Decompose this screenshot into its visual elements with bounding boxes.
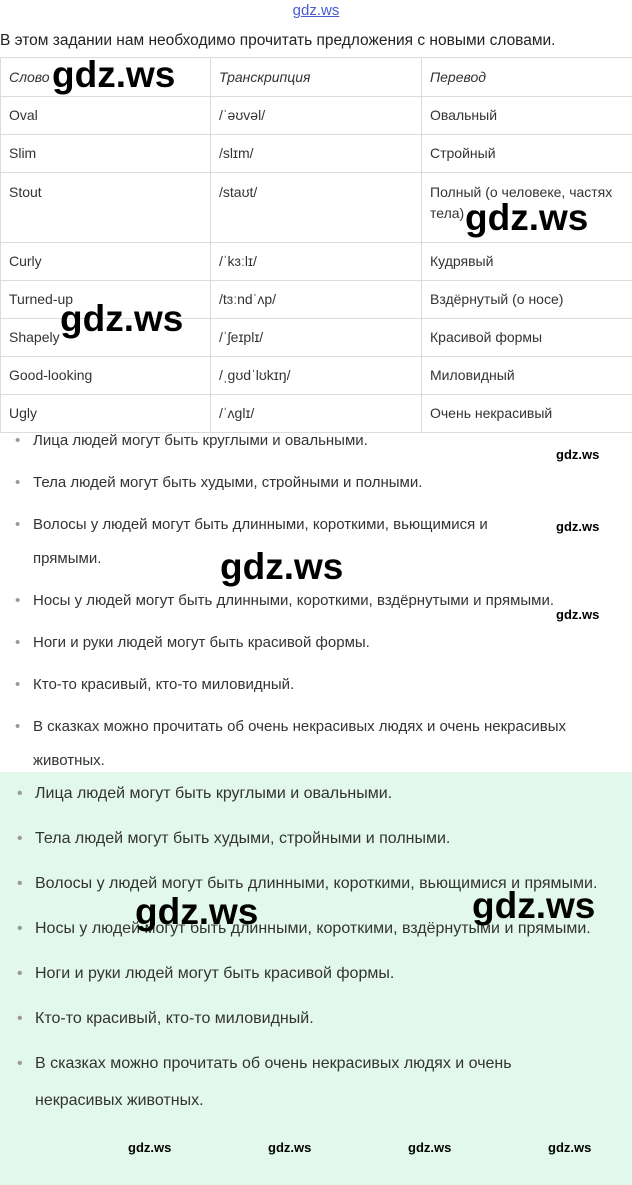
- translation-cell: Красивой формы: [422, 319, 632, 357]
- translation-cell: Полный (о человеке, частях тела): [422, 173, 632, 243]
- bullet-icon: •: [17, 1010, 23, 1027]
- bullet-icon: •: [15, 592, 21, 609]
- word-cell: Ugly: [1, 395, 211, 433]
- list-item: [0, 820, 632, 857]
- column-header-transcription: Транскрипция: [211, 58, 422, 97]
- bullet-icon: •: [17, 830, 23, 847]
- watermark: gdz.ws: [556, 607, 600, 622]
- bullet-icon: •: [17, 965, 23, 982]
- transcription-cell: /staʊt/: [211, 173, 422, 243]
- translation-cell: Вздёрнутый (о носе): [422, 281, 632, 319]
- intro-text: В этом задании нам необходимо прочитать предложения с новыми словами.: [0, 32, 556, 49]
- transcription-cell: /tɜːndˈʌp/: [211, 281, 422, 319]
- bullet-icon: •: [15, 516, 21, 533]
- bullet-icon: •: [15, 718, 21, 735]
- translation-cell: Миловидный: [422, 357, 632, 395]
- translation-cell: Кудрявый: [422, 243, 632, 281]
- list-item: [0, 775, 632, 812]
- list-item: [0, 466, 632, 500]
- sentence-text: Кто-то красивый, кто-то миловидный.: [33, 676, 295, 693]
- transcription-cell: /ˈkɜːlɪ/: [211, 243, 422, 281]
- answer-sentence-list: [0, 775, 632, 1127]
- sentence-text: Ноги и руки людей могут быть красивой формы.: [33, 634, 370, 651]
- column-header-word: Слово: [1, 58, 211, 97]
- sentence-text: Волосы у людей могут быть длинными, короткими, вьющимися и прямыми.: [35, 875, 598, 892]
- word-cell: Shapely: [1, 319, 211, 357]
- table-row: [1, 357, 632, 395]
- watermark: gdz.ws: [135, 891, 259, 932]
- watermark: gdz.ws: [268, 1140, 312, 1155]
- sentence-text: Носы у людей могут быть длинными, короткими, вздёрнутыми и прямыми.: [35, 920, 591, 937]
- transcription-cell: /ˈəʊvəl/: [211, 97, 422, 135]
- table-row: [1, 243, 632, 281]
- bullet-icon: •: [15, 634, 21, 651]
- watermark: gdz.ws: [472, 885, 596, 926]
- sentence-text: Кто-то красивый, кто-то миловидный.: [35, 1010, 314, 1027]
- list-item: [0, 710, 632, 778]
- list-item: [0, 955, 632, 992]
- word-cell: Stout: [1, 173, 211, 243]
- sentence-list: [0, 424, 632, 786]
- watermark: gdz.ws: [60, 298, 184, 339]
- transcription-cell: /ˌɡʊdˈlʊkɪŋ/: [211, 357, 422, 395]
- list-item: [0, 1000, 632, 1037]
- list-item: [0, 626, 632, 660]
- word-cell: Turned-up: [1, 281, 211, 319]
- word-cell: Slim: [1, 135, 211, 173]
- sentence-text: Ноги и руки людей могут быть красивой формы.: [35, 965, 395, 982]
- transcription-cell: /slɪm/: [211, 135, 422, 173]
- table-row: [1, 97, 632, 135]
- list-item: [0, 668, 632, 702]
- watermark: gdz.ws: [556, 447, 600, 462]
- sentence-text: Лица людей могут быть круглыми и овальными.: [35, 785, 393, 802]
- word-cell: Good-looking: [1, 357, 211, 395]
- bullet-icon: •: [17, 785, 23, 802]
- table-row: [1, 135, 632, 173]
- bullet-icon: •: [17, 1055, 23, 1072]
- translation-cell: Стройный: [422, 135, 632, 173]
- watermark: gdz.ws: [128, 1140, 172, 1155]
- transcription-cell: /ˈʌɡlɪ/: [211, 395, 422, 433]
- sentence-text: Тела людей могут быть худыми, стройными и полными.: [33, 474, 423, 491]
- translation-cell: Овальный: [422, 97, 632, 135]
- transcription-cell: /ˈʃeɪplɪ/: [211, 319, 422, 357]
- translation-cell: Очень некрасивый: [422, 395, 632, 433]
- word-cell: Curly: [1, 243, 211, 281]
- bullet-icon: •: [17, 875, 23, 892]
- word-cell: Oval: [1, 97, 211, 135]
- bullet-icon: •: [15, 676, 21, 693]
- list-item: [0, 424, 632, 458]
- watermark: gdz.ws: [408, 1140, 452, 1155]
- column-header-translation: Перевод: [422, 58, 632, 97]
- bullet-icon: •: [17, 920, 23, 937]
- bullet-icon: •: [15, 432, 21, 449]
- sentence-text: В сказках можно прочитать об очень некрасивых людях и очень некрасивых животных.: [33, 718, 566, 769]
- list-item: [0, 1045, 632, 1119]
- sentence-text: В сказках можно прочитать об очень некрасивых людях и очень некрасивых животных.: [35, 1055, 512, 1109]
- sentence-text: Волосы у людей могут быть длинными, короткими, вьющимися и прямыми.: [33, 516, 488, 567]
- sentence-text: Лица людей могут быть круглыми и овальными.: [33, 432, 368, 449]
- sentence-text: Тела людей могут быть худыми, стройными и полными.: [35, 830, 451, 847]
- watermark: gdz.ws: [548, 1140, 592, 1155]
- bullet-icon: •: [15, 474, 21, 491]
- site-header-link[interactable]: gdz.ws: [292, 2, 340, 19]
- list-item: [0, 584, 632, 618]
- watermark: gdz.ws: [220, 546, 344, 587]
- watermark: gdz.ws: [556, 519, 600, 534]
- sentence-text: Носы у людей могут быть длинными, короткими, вздёрнутыми и прямыми.: [33, 592, 555, 609]
- vocabulary-table: [0, 57, 632, 433]
- watermark: gdz.ws: [52, 54, 176, 95]
- watermark: gdz.ws: [465, 197, 589, 238]
